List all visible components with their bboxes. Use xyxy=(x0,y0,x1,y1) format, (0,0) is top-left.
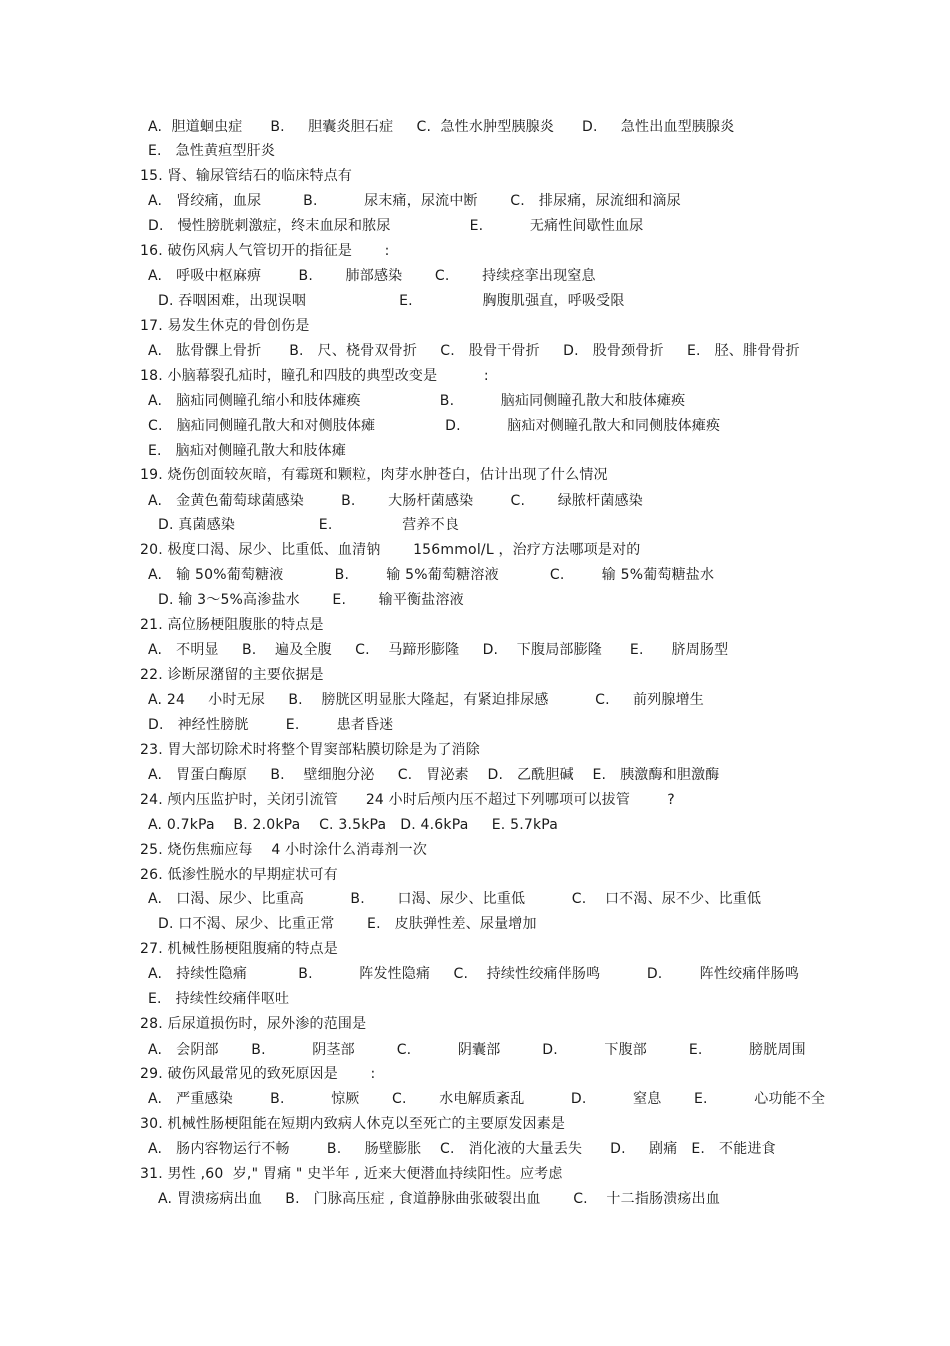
option-line: A. 呼吸中枢麻痹 B. 肺部感染 C. 持续痉挛出现窒息 xyxy=(148,268,596,284)
question-line: 21. 高位肠梗阻腹胀的特点是 xyxy=(140,617,324,633)
question-line: 20. 极度口渴、尿少、比重低、血清钠 156mmol/L ，治疗方法哪项是对的 xyxy=(140,542,641,558)
option-line: A. 脑疝同侧瞳孔缩小和肢体瘫痪 B. 脑疝同侧瞳孔散大和肢体瘫痪 xyxy=(148,393,686,409)
option-line: E. 持续性绞痛伴呕吐 xyxy=(148,991,290,1007)
question-line: 24. 颅内压监护时，关闭引流管 24 小时后颅内压不超过下列哪项可以拔管 ? xyxy=(140,792,675,808)
question-line: 30. 机械性肠梗阻能在短期内致病人休克以至死亡的主要原发因素是 xyxy=(140,1116,566,1132)
option-line: D. 神经性膀胱 E. 患者昏迷 xyxy=(148,717,394,733)
option-line: A. 会阴部 B. 阴茎部 C. 阴囊部 D. 下腹部 E. 膀胱周围 xyxy=(148,1042,806,1058)
question-line: 31. 男性 ,60 岁," 胃痛 " 史半年 , 近来大便潜血持续阳性。应考虑 xyxy=(140,1166,563,1182)
option-line: C. 脑疝同侧瞳孔散大和对侧肢体瘫 D. 脑疝对侧瞳孔散大和同侧肢体瘫痪 xyxy=(148,418,721,434)
option-line: A. 输 50%葡萄糖液 B. 输 5%葡萄糖溶液 C. 输 5%葡萄糖盐水 xyxy=(148,567,715,583)
option-line: D. 口不渴、尿少、比重正常 E. 皮肤弹性差、尿量增加 xyxy=(158,916,537,932)
option-line: A. 24 小时无尿 B. 膀胱区明显胀大隆起，有紧迫排尿感 C. 前列腺增生 xyxy=(148,692,704,708)
option-line: A. 胃溃疡病出血 B. 门脉高压症 , 食道静脉曲张破裂出血 C. 十二指肠溃疡出血 xyxy=(158,1191,721,1207)
option-line: D. 吞咽困难，出现误咽 E. 胸腹肌强直，呼吸受限 xyxy=(158,293,625,309)
option-line: A. 严重感染 B. 惊厥 C. 水电解质紊乱 D. 窒息 E. 心功能不全 xyxy=(148,1091,826,1107)
question-line: 28. 后尿道损伤时，尿外渗的范围是 xyxy=(140,1016,367,1032)
option-line: A. 口渴、尿少、比重高 B. 口渴、尿少、比重低 C. 口不渴、尿不少、比重低 xyxy=(148,891,762,907)
option-line: E. 急性黄疸型肝炎 xyxy=(148,143,276,159)
option-line: A. 胆道蛔虫症 B. 胆囊炎胆石症 C. 急性水肿型胰腺炎 D. 急性出血型胰腺炎 xyxy=(148,119,735,135)
question-line: 18. 小脑幕裂孔疝时，瞳孔和四肢的典型改变是 : xyxy=(140,368,489,384)
option-line: A. 肾绞痛，血尿 B. 尿末痛，尿流中断 C. 排尿痛，尿流细和滴尿 xyxy=(148,193,681,209)
question-line: 19. 烧伤创面较灰暗，有霉斑和颗粒，肉芽水肿苍白，估计出现了什么情况 xyxy=(140,467,608,483)
option-line: A. 0.7kPa B. 2.0kPa C. 3.5kPa D. 4.6kPa E. 5.7kPa xyxy=(148,817,559,833)
option-line: D. 慢性膀胱刺激症，终末血尿和脓尿 E. 无痛性间歇性血尿 xyxy=(148,218,644,234)
option-line: A. 肱骨髁上骨折 B. 尺、桡骨双骨折 C. 股骨干骨折 D. 股骨颈骨折 E. 胫、腓骨骨折 xyxy=(148,343,800,359)
question-line: 26. 低渗性脱水的早期症状可有 xyxy=(140,867,338,883)
option-line: A. 金黄色葡萄球菌感染 B. 大肠杆菌感染 C. 绿脓杆菌感染 xyxy=(148,493,643,509)
question-line: 15. 肾、输尿管结石的临床特点有 xyxy=(140,168,353,184)
question-line: 25. 烧伤焦痂应每 4 小时涂什么消毒剂一次 xyxy=(140,842,428,858)
option-line: A. 肠内容物运行不畅 B. 肠壁膨胀 C. 消化液的大量丢失 D. 剧痛 E. 不能进食 xyxy=(148,1141,776,1157)
option-line: D. 真菌感染 E. 营养不良 xyxy=(158,517,460,533)
option-line: A. 胃蛋白酶原 B. 壁细胞分泌 C. 胃泌素 D. 乙酰胆碱 E. 胰激酶和胆激酶 xyxy=(148,767,720,783)
question-line: 23. 胃大部切除术时将整个胃窦部粘膜切除是为了消除 xyxy=(140,742,480,758)
question-line: 17. 易发生休克的骨创伤是 xyxy=(140,318,310,334)
question-line: 22. 诊断尿潴留的主要依据是 xyxy=(140,667,324,683)
option-line: A. 不明显 B. 遍及全腹 C. 马蹄形膨隆 D. 下腹局部膨隆 E. 脐周肠型 xyxy=(148,642,729,658)
question-line: 16. 破伤风病人气管切开的指征是 : xyxy=(140,243,390,259)
option-line: D. 输 3～5%高渗盐水 E. 输平衡盐溶液 xyxy=(158,592,464,608)
question-line: 27. 机械性肠梗阻腹痛的特点是 xyxy=(140,941,338,957)
option-line: A. 持续性隐痛 B. 阵发性隐痛 C. 持续性绞痛伴肠鸣 D. 阵性绞痛伴肠鸣 xyxy=(148,966,800,982)
question-line: 29. 破伤风最常见的致死原因是 : xyxy=(140,1066,376,1082)
option-line: E. 脑疝对侧瞳孔散大和肢体瘫 xyxy=(148,443,347,459)
